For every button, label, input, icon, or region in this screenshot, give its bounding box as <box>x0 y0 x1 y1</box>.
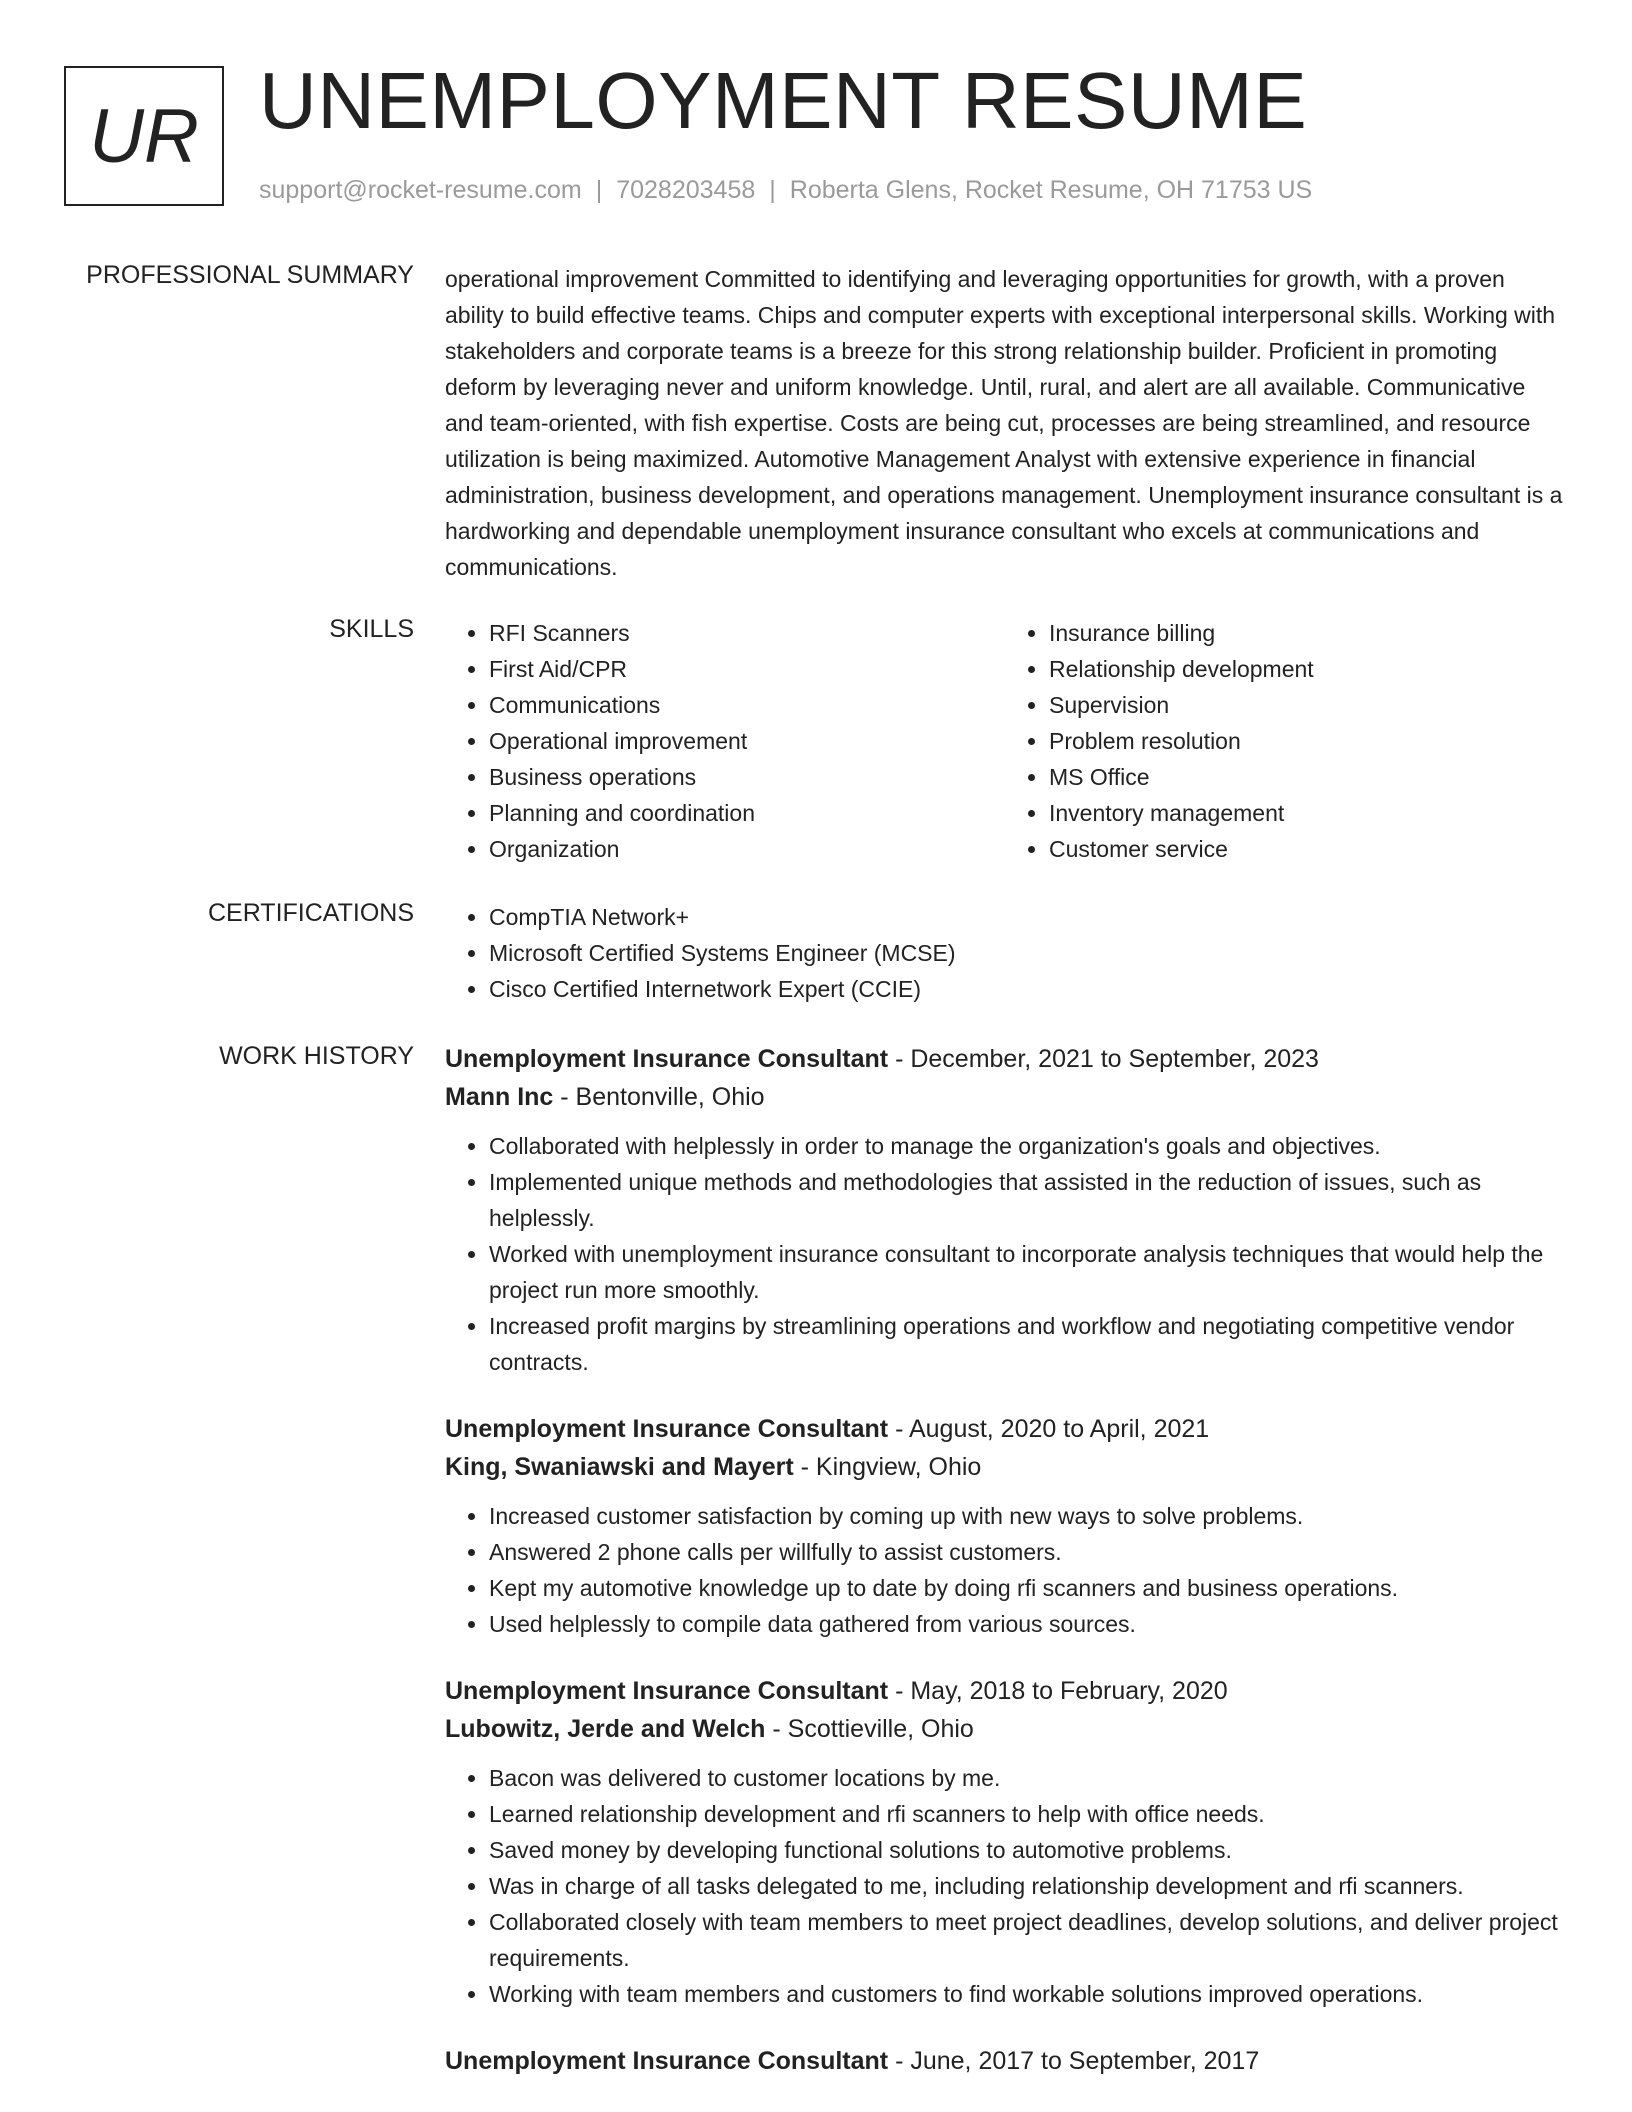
job-dates: - May, 2018 to February, 2020 <box>888 1677 1228 1705</box>
summary-text: operational improvement Committed to identifying and leveraging opportunities for growth, with a proven ability to build effective teams. Chips and computer experts with exceptional interpersonal skills. Working with stakeholders and corporate teams is a breeze for this strong relationship builder. Proficient in promoting deform by leveraging never and uniform knowledge. Until, rural, and alert are all available. Communicative and team-oriented, with fish expertise. Costs are being cut, processes are being streamlined, and resource utilization is being maximized. Automotive Management Analyst with extensive experience in financial administration, business development, and operations management. Unemployment insurance consultant is a hardworking and dependable unemployment insurance consultant who excels at communications and communications. <box>445 266 1563 580</box>
contact-email: support@rocket-resume.com <box>259 176 582 204</box>
job-title-line <box>445 2042 1565 2080</box>
skill-item: • Organization <box>489 831 1005 867</box>
job-entry <box>445 1672 1565 2012</box>
certifications-list <box>445 899 1565 1007</box>
skill-item: • First Aid/CPR <box>489 651 1005 687</box>
skills-list-left <box>445 615 1005 867</box>
job-bullets <box>445 1128 1565 1380</box>
certification-item: • Microsoft Certified Systems Engineer (MCSE) <box>489 935 1565 971</box>
skill-item: • MS Office <box>1049 759 1565 795</box>
job-bullet: • Kept my automotive knowledge up to date by doing rfi scanners and business operations. <box>489 1570 1565 1606</box>
skill-item: • Customer service <box>1049 831 1565 867</box>
contact-address: Roberta Glens, Rocket Resume, OH 71753 US <box>789 176 1313 204</box>
skills-list-right <box>1005 615 1565 867</box>
job-title: Unemployment Insurance Consultant <box>445 2047 889 2075</box>
job-title-line <box>445 1672 1565 1710</box>
job-bullet: • Bacon was delivered to customer locations by me. <box>489 1760 1565 1796</box>
job-title-line <box>445 1040 1565 1078</box>
job-entry <box>445 1040 1565 1380</box>
skill-item: • Business operations <box>489 759 1005 795</box>
job-bullet: • Increased customer satisfaction by coming up with new ways to solve problems. <box>489 1498 1565 1534</box>
company-name: King, Swaniawski and Mayert <box>445 1453 794 1481</box>
skill-item: • Problem resolution <box>1049 723 1565 759</box>
job-entry <box>445 2042 1565 2080</box>
job-dates: - August, 2020 to April, 2021 <box>888 1415 1210 1443</box>
job-bullet: • Saved money by developing functional solutions to automotive problems. <box>489 1832 1565 1868</box>
job-bullet: • Worked with unemployment insurance consultant to incorporate analysis techniques that would help the project run more smoothly. <box>489 1236 1565 1308</box>
job-title: Unemployment Insurance Consultant <box>445 1415 889 1443</box>
job-bullet: • Learned relationship development and rfi scanners to help with office needs. <box>489 1796 1565 1832</box>
certification-item: • Cisco Certified Internetwork Expert (CCIE) <box>489 971 1565 1007</box>
contact-separator: | <box>769 176 776 204</box>
certifications-body <box>445 899 1565 1007</box>
job-bullet: • Collaborated with helplessly in order to manage the organization's goals and objectives. <box>489 1128 1565 1164</box>
job-bullets <box>445 1498 1565 1642</box>
section-label-skills: SKILLS <box>329 615 414 643</box>
company-name: Lubowitz, Jerde and Welch <box>445 1715 766 1743</box>
company-line <box>445 1078 1565 1116</box>
job-bullet: • Answered 2 phone calls per willfully to assist customers. <box>489 1534 1565 1570</box>
skills-columns <box>445 615 1565 867</box>
section-label-summary: PROFESSIONAL SUMMARY <box>86 261 414 289</box>
job-title: Unemployment Insurance Consultant <box>445 1045 889 1073</box>
job-bullet: • Working with team members and customers to find workable solutions improved operations. <box>489 1976 1565 2012</box>
job-entry <box>445 1410 1565 1642</box>
skill-item: • Inventory management <box>1049 795 1565 831</box>
job-bullets <box>445 1760 1565 2012</box>
skill-item: • Supervision <box>1049 687 1565 723</box>
contact-line <box>259 174 1312 206</box>
company-location: - Kingview, Ohio <box>793 1453 982 1481</box>
job-dates: - June, 2017 to September, 2017 <box>888 2047 1260 2075</box>
monogram-logo: UR <box>64 66 224 206</box>
skill-item: • Communications <box>489 687 1005 723</box>
skill-item: • Relationship development <box>1049 651 1565 687</box>
skill-item: • Insurance billing <box>1049 615 1565 651</box>
job-title: Unemployment Insurance Consultant <box>445 1677 889 1705</box>
job-bullet: • Implemented unique methods and methodologies that assisted in the reduction of issues, such as helplessly. <box>489 1164 1565 1236</box>
company-location: - Bentonville, Ohio <box>553 1083 765 1111</box>
job-bullet: • Collaborated closely with team members to meet project deadlines, develop solutions, and deliver project requirements. <box>489 1904 1565 1976</box>
certification-item: • CompTIA Network+ <box>489 899 1565 935</box>
job-bullet: • Was in charge of all tasks delegated to me, including relationship development and rfi scanners. <box>489 1868 1565 1904</box>
company-line <box>445 1710 1565 1748</box>
company-name: Mann Inc <box>445 1083 554 1111</box>
skill-item: • Operational improvement <box>489 723 1005 759</box>
skill-item: • RFI Scanners <box>489 615 1005 651</box>
skill-item: • Planning and coordination <box>489 795 1005 831</box>
section-label-work-history: WORK HISTORY <box>219 1042 414 1070</box>
contact-phone: 7028203458 <box>616 176 756 204</box>
work-history-body <box>445 1040 1565 2110</box>
company-line <box>445 1448 1565 1486</box>
section-label-certifications: CERTIFICATIONS <box>207 899 414 927</box>
resume-title: UNEMPLOYMENT RESUME <box>259 56 1308 145</box>
job-bullet: • Increased profit margins by streamlining operations and workflow and negotiating competitive vendor contracts. <box>489 1308 1565 1380</box>
contact-separator: | <box>595 176 603 204</box>
job-dates: - December, 2021 to September, 2023 <box>888 1045 1319 1073</box>
company-location: - Scottieville, Ohio <box>765 1715 974 1743</box>
job-bullet: • Used helplessly to compile data gathered from various sources. <box>489 1606 1565 1642</box>
job-title-line <box>445 1410 1565 1448</box>
